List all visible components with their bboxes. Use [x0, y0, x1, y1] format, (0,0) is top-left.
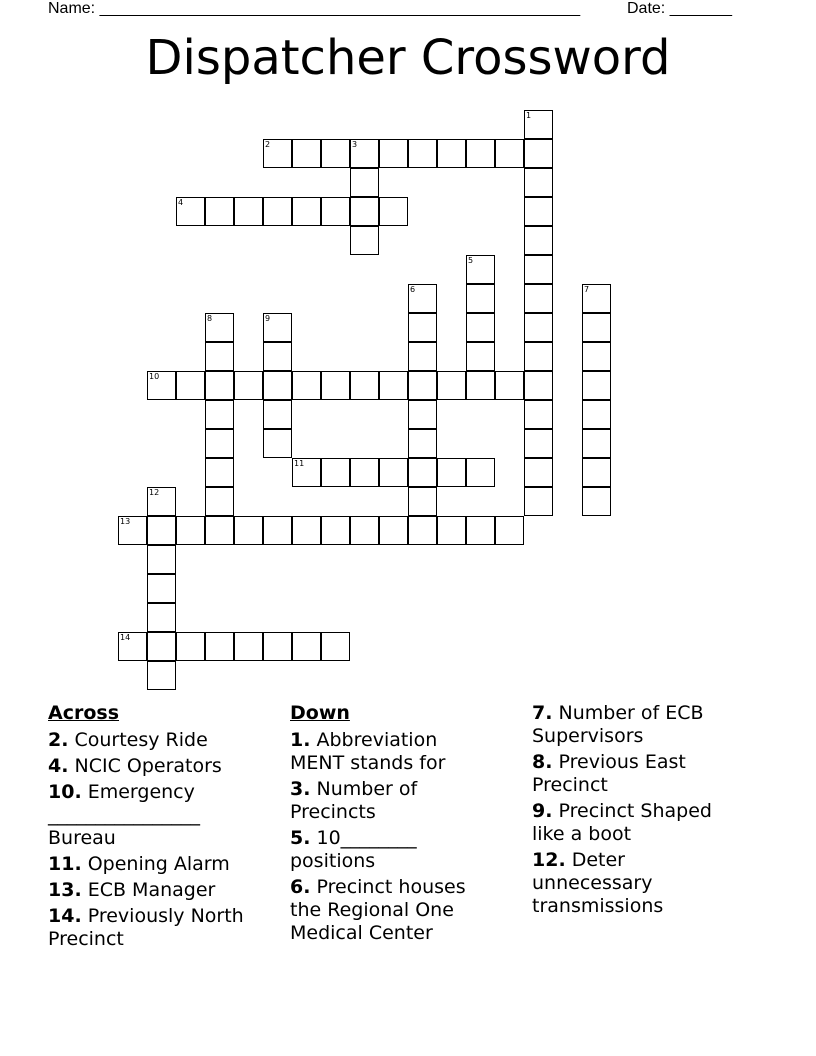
clue-number: 2.	[48, 729, 69, 751]
grid-cell[interactable]	[582, 429, 611, 458]
grid-cell[interactable]	[524, 458, 553, 487]
clue-number-label: 5	[468, 256, 474, 265]
clue-number: 10.	[48, 781, 82, 803]
grid-cell[interactable]	[582, 313, 611, 342]
grid-cell[interactable]	[205, 371, 234, 400]
grid-cell[interactable]	[408, 487, 437, 516]
grid-cell[interactable]	[524, 284, 553, 313]
grid-cell[interactable]	[205, 197, 234, 226]
grid-cell[interactable]	[408, 342, 437, 371]
grid-cell[interactable]	[350, 458, 379, 487]
grid-cell[interactable]	[292, 516, 321, 545]
grid-cell[interactable]	[408, 458, 437, 487]
clue-item	[290, 827, 520, 873]
clue-number: 5.	[290, 827, 311, 849]
grid-cell[interactable]	[321, 139, 350, 168]
grid-cell[interactable]	[292, 371, 321, 400]
grid-cell[interactable]	[234, 197, 263, 226]
clue-number: 8.	[532, 751, 553, 773]
grid-cell[interactable]	[321, 632, 350, 661]
grid-cell[interactable]	[263, 516, 292, 545]
clue-item	[48, 905, 278, 951]
grid-cell[interactable]	[582, 458, 611, 487]
name-field[interactable]: Name: ______________________________________________________	[48, 0, 581, 17]
grid-cell[interactable]	[379, 371, 408, 400]
grid-cell[interactable]	[408, 516, 437, 545]
clue-text: Courtesy Ride	[68, 729, 208, 751]
grid-cell[interactable]	[524, 197, 553, 226]
clue-item	[48, 853, 278, 876]
clue-text: Number of Precincts	[290, 778, 418, 823]
grid-cell[interactable]	[379, 458, 408, 487]
clue-text: Previous East Precinct	[532, 751, 686, 796]
clue-number: 1.	[290, 729, 311, 751]
clue-item	[532, 800, 762, 846]
grid-cell[interactable]	[524, 139, 553, 168]
grid-cell[interactable]	[466, 342, 495, 371]
page-title: Dispatcher Crossword	[145, 30, 671, 86]
grid-cell[interactable]	[582, 371, 611, 400]
grid-cell[interactable]	[147, 516, 176, 545]
grid-cell[interactable]	[437, 458, 466, 487]
grid-cell[interactable]	[524, 226, 553, 255]
grid-cell[interactable]	[147, 487, 176, 516]
grid-cell[interactable]	[524, 371, 553, 400]
clue-text: Number of ECB Supervisors	[532, 702, 704, 747]
grid-cell[interactable]	[466, 313, 495, 342]
grid-cell[interactable]	[379, 197, 408, 226]
grid-cell[interactable]	[379, 516, 408, 545]
clue-item	[290, 876, 520, 945]
grid-cell[interactable]	[524, 168, 553, 197]
grid-cell[interactable]	[118, 632, 147, 661]
grid-cell[interactable]	[263, 371, 292, 400]
grid-cell[interactable]	[263, 632, 292, 661]
grid-cell[interactable]	[437, 139, 466, 168]
grid-cell[interactable]	[408, 371, 437, 400]
clue-number-label: 4	[178, 198, 184, 207]
grid-cell[interactable]	[205, 400, 234, 429]
clue-item	[532, 751, 762, 797]
grid-cell[interactable]	[118, 516, 147, 545]
grid-cell[interactable]	[147, 574, 176, 603]
clue-number-label: 6	[410, 285, 416, 294]
grid-cell[interactable]	[582, 342, 611, 371]
clue-number: 6.	[290, 876, 311, 898]
grid-cell[interactable]	[292, 632, 321, 661]
clue-text: 10________ positions	[290, 827, 417, 872]
clue-text: Opening Alarm	[81, 853, 230, 875]
clue-number-label: 3	[352, 140, 358, 149]
across-clues	[48, 702, 278, 954]
grid-cell[interactable]	[263, 400, 292, 429]
across-heading: Across	[48, 702, 120, 724]
grid-cell[interactable]	[350, 197, 379, 226]
clue-number-label: 14	[120, 633, 131, 642]
grid-cell[interactable]	[263, 429, 292, 458]
clue-item	[48, 781, 278, 850]
clue-number-label: 11	[294, 459, 305, 468]
grid-cell[interactable]	[524, 400, 553, 429]
grid-cell[interactable]	[205, 487, 234, 516]
grid-cell[interactable]	[205, 458, 234, 487]
clue-item	[290, 778, 520, 824]
grid-cell[interactable]	[408, 429, 437, 458]
grid-cell[interactable]	[147, 632, 176, 661]
grid-cell[interactable]	[205, 632, 234, 661]
clue-number: 11.	[48, 853, 82, 875]
grid-cell[interactable]	[466, 516, 495, 545]
grid-cell[interactable]	[524, 313, 553, 342]
clue-number: 3.	[290, 778, 311, 800]
grid-cell[interactable]	[524, 255, 553, 284]
grid-cell[interactable]	[292, 197, 321, 226]
grid-cell[interactable]	[350, 371, 379, 400]
grid-cell[interactable]	[321, 516, 350, 545]
clue-number: 9.	[532, 800, 553, 822]
grid-cell[interactable]	[205, 516, 234, 545]
grid-cell[interactable]	[466, 284, 495, 313]
grid-cell[interactable]	[176, 632, 205, 661]
clue-number: 4.	[48, 755, 69, 777]
clue-number-label: 10	[149, 372, 160, 381]
clue-number-label: 7	[584, 285, 590, 294]
grid-cell[interactable]	[408, 284, 437, 313]
clue-item	[532, 702, 762, 748]
grid-cell[interactable]	[292, 458, 321, 487]
clue-text: Deter unnecessary transmissions	[532, 849, 664, 917]
grid-cell[interactable]	[176, 197, 205, 226]
clue-number-label: 1	[526, 111, 532, 120]
grid-cell[interactable]	[147, 603, 176, 632]
clue-number-label: 13	[120, 517, 131, 526]
grid-cell[interactable]	[466, 139, 495, 168]
clue-text: ECB Manager	[81, 879, 216, 901]
clue-item	[48, 729, 278, 752]
grid-cell[interactable]	[263, 197, 292, 226]
grid-cell[interactable]	[524, 342, 553, 371]
clue-item	[290, 729, 520, 775]
grid-cell[interactable]	[234, 516, 263, 545]
grid-cell[interactable]	[321, 458, 350, 487]
clue-text: Emergency ________________ Bureau	[48, 781, 200, 849]
grid-cell[interactable]	[176, 371, 205, 400]
grid-cell[interactable]	[582, 400, 611, 429]
grid-cell[interactable]	[147, 371, 176, 400]
grid-cell[interactable]	[350, 226, 379, 255]
grid-cell[interactable]	[147, 545, 176, 574]
grid-cell[interactable]	[147, 661, 176, 690]
grid-cell[interactable]	[263, 313, 292, 342]
grid-cell[interactable]	[524, 110, 553, 139]
date-field[interactable]: Date: _______	[627, 0, 732, 17]
grid-cell[interactable]	[408, 400, 437, 429]
grid-cell[interactable]	[524, 487, 553, 516]
down-heading: Down	[290, 702, 350, 724]
grid-cell[interactable]	[321, 371, 350, 400]
clue-text: Abbreviation MENT stands for	[290, 729, 446, 774]
down-clues-continued	[532, 702, 762, 921]
grid-cell[interactable]	[408, 313, 437, 342]
grid-cell[interactable]	[292, 139, 321, 168]
grid-cell[interactable]	[379, 139, 408, 168]
grid-cell[interactable]	[263, 139, 292, 168]
grid-cell[interactable]	[408, 139, 437, 168]
clue-text: Precinct Shaped like a boot	[532, 800, 712, 845]
grid-cell[interactable]	[495, 516, 524, 545]
grid-cell[interactable]	[176, 516, 205, 545]
grid-cell[interactable]	[582, 487, 611, 516]
grid-cell[interactable]	[524, 429, 553, 458]
clue-number-label: 12	[149, 488, 160, 497]
grid-cell[interactable]	[234, 371, 263, 400]
clue-number: 14.	[48, 905, 82, 927]
grid-cell[interactable]	[582, 284, 611, 313]
clue-text: Precinct houses the Regional One Medical Center	[290, 876, 466, 944]
grid-cell[interactable]	[495, 371, 524, 400]
grid-cell[interactable]	[350, 516, 379, 545]
clue-number: 12.	[532, 849, 566, 871]
clue-item	[48, 755, 278, 778]
clue-number-label: 9	[265, 314, 271, 323]
down-clues	[290, 702, 520, 948]
clue-number-label: 8	[207, 314, 213, 323]
clue-text: Previously North Precinct	[48, 905, 244, 950]
grid-cell[interactable]	[437, 516, 466, 545]
grid-cell[interactable]	[350, 168, 379, 197]
grid-cell[interactable]	[205, 342, 234, 371]
clue-number: 13.	[48, 879, 82, 901]
grid-cell[interactable]	[263, 342, 292, 371]
grid-cell[interactable]	[466, 458, 495, 487]
grid-cell[interactable]	[205, 429, 234, 458]
clue-item	[48, 879, 278, 902]
grid-cell[interactable]	[205, 313, 234, 342]
grid-cell[interactable]	[495, 139, 524, 168]
clue-text: NCIC Operators	[68, 755, 222, 777]
grid-cell[interactable]	[234, 632, 263, 661]
clue-item	[532, 849, 762, 918]
clue-number: 7.	[532, 702, 553, 724]
clue-number-label: 2	[265, 140, 271, 149]
grid-cell[interactable]	[350, 139, 379, 168]
grid-cell[interactable]	[466, 255, 495, 284]
grid-cell[interactable]	[466, 371, 495, 400]
grid-cell[interactable]	[321, 197, 350, 226]
grid-cell[interactable]	[437, 371, 466, 400]
